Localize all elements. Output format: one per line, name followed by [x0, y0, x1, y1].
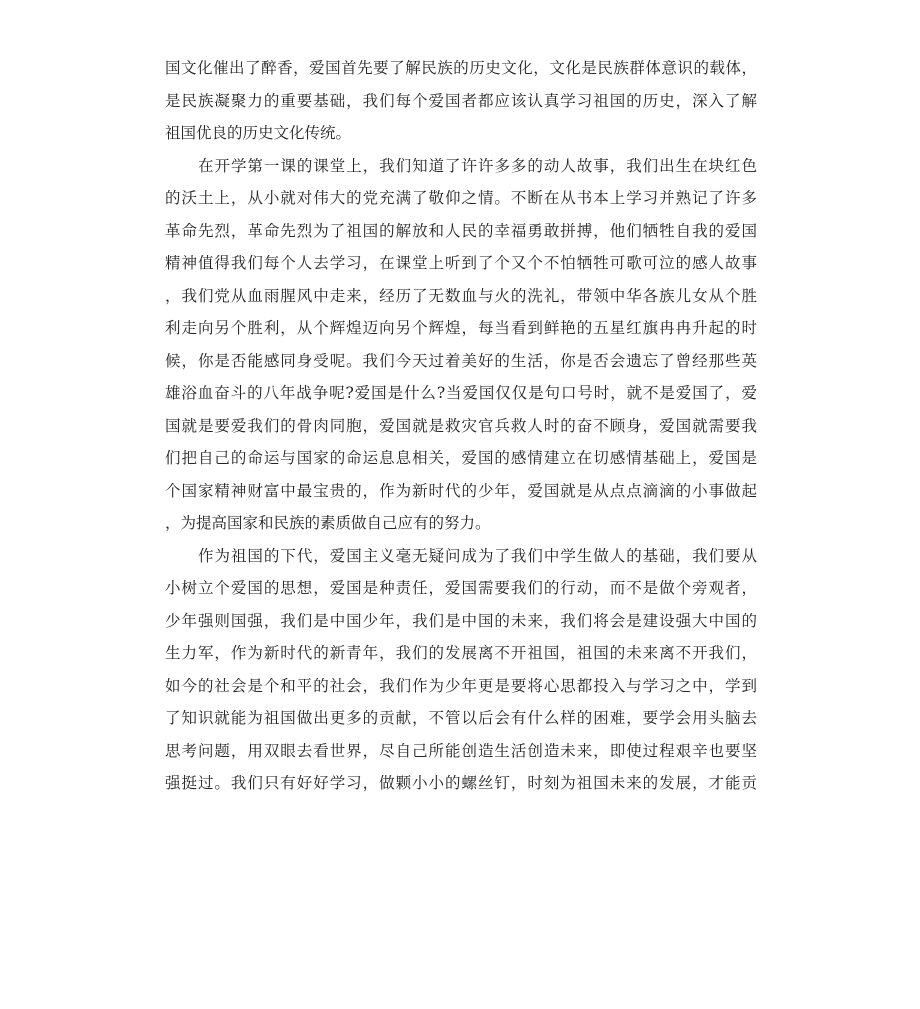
text-line: 个国家精神财富中最宝贵的，作为新时代的少年，爱国就是从点点滴滴的小事做起: [165, 481, 757, 500]
text-line: 雄浴血奋斗的八年战争呢?爱国是什么?当爱国仅仅是句口号时，就不是爱国了，爱: [165, 384, 757, 402]
text-line: 精神值得我们每个人去学习，在课堂上听到了个又个不怕牺牲可歌可泣的感人故事: [165, 254, 757, 272]
text-line: 在开学第一课的课堂上，我们知道了许许多多的动人故事，我们出生在块红色: [198, 156, 757, 175]
text-line: 利走向另个胜利，从个辉煌迈向另个辉煌，每当看到鲜艳的五星红旗冉冉升起的时: [165, 319, 757, 337]
document-body: [165, 52, 757, 800]
paragraph-3: [165, 540, 757, 800]
paragraph-2: [165, 150, 757, 540]
text-line: 少年强则国强，我们是中国少年，我们是中国的未来，我们将会是建设强大中国的: [165, 611, 757, 630]
text-line: 强挺过。我们只有好好学习，做颗小小的螺丝钉，时刻为祖国未来的发展，才能贡: [165, 774, 757, 792]
text-line: 了知识就能为祖国做出更多的贡献，不管以后会有什么样的困难，要学会用头脑去: [165, 709, 757, 727]
text-line: 祖国优良的历史文化传统。: [165, 124, 352, 142]
text-line: 如今的社会是个和平的社会，我们作为少年更是要将心思都投入与学习之中，学到: [165, 676, 757, 695]
text-line: 革命先烈，革命先烈为了祖国的解放和人民的幸福勇敢拼搏，他们牺牲自我的爱国: [165, 221, 757, 240]
text-line: 生力军，作为新时代的新青年，我们的发展离不开祖国，祖国的未来离不开我们，: [165, 644, 757, 662]
text-line: ，我们党从血雨腥风中走来，经历了无数血与火的洗礼，带领中华各族儿女从个胜: [165, 286, 757, 305]
text-line: 国文化催出了醉香，爱国首先要了解民族的历史文化，文化是民族群体意识的载体，: [165, 59, 757, 77]
text-line: 思考问题，用双眼去看世界，尽自己所能创造生活创造未来，即使过程艰辛也要坚: [165, 741, 757, 760]
paragraph-1: [165, 52, 757, 150]
text-line: 小树立个爱国的思想，爱国是种责任，爱国需要我们的行动，而不是做个旁观者，: [165, 579, 757, 597]
text-line: 们把自己的命运与国家的命运息息相关，爱国的感情建立在切感情基础上，爱国是: [165, 449, 757, 467]
text-line: 候，你是否能感同身受呢。我们今天过着美好的生活，你是否会遗忘了曾经那些英: [165, 351, 757, 370]
text-line: ，为提高国家和民族的素质做自己应有的努力。: [165, 514, 491, 532]
text-line: 作为祖国的下代，爱国主义毫无疑问成为了我们中学生做人的基础，我们要从: [198, 546, 757, 565]
text-line: 的沃土上，从小就对伟大的党充满了敬仰之情。不断在从书本上学习并熟记了许多: [165, 189, 757, 207]
text-line: 国就是要爱我们的骨肉同胞，爱国就是救灾官兵救人时的奋不顾身，爱国就需要我: [165, 416, 757, 435]
text-line: 是民族凝聚力的重要基础，我们每个爱国者都应该认真学习祖国的历史，深入了解: [165, 91, 757, 110]
